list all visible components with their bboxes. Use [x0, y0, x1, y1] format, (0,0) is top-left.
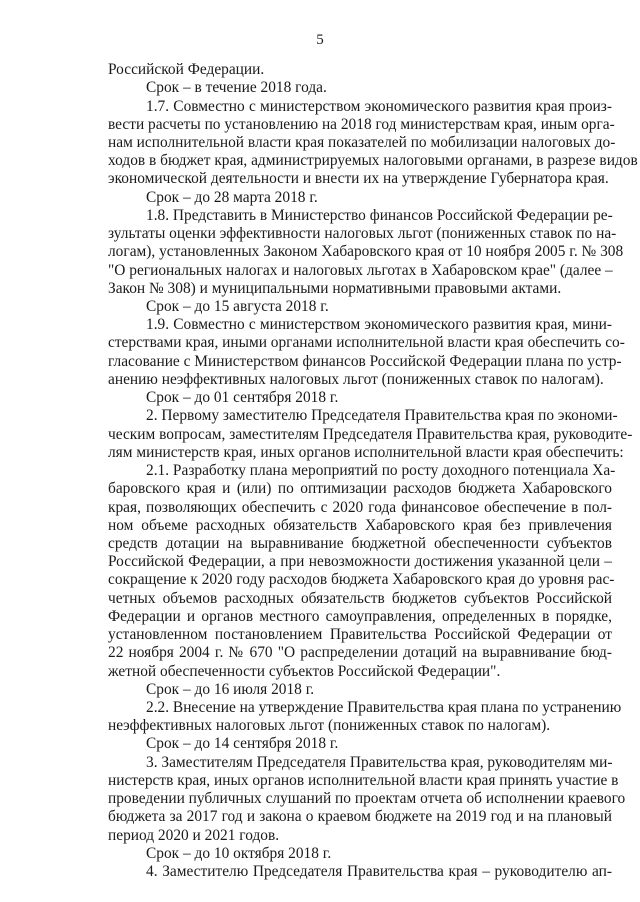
- paragraph-1-7-start: 1.7. Совместно с министерством экономического развития края произ-: [146, 97, 612, 115]
- deadline-line: Срок – до 01 сентября 2018 г.: [146, 389, 339, 407]
- text-line: средств дотации на выравнивание бюджетной обеспеченности субъектов: [108, 534, 612, 552]
- text-line: период 2020 и 2021 годов.: [108, 826, 280, 844]
- paragraph-1-9-start: 1.9. Совместно с министерством экономического развития края, мини-: [146, 316, 612, 334]
- text-line: сокращение к 2020 году расходов бюджета Хабаровского края до уровня рас-: [108, 571, 615, 589]
- text-line: проведении публичных слушаний по проектам отчета об исполнении краевого: [108, 790, 626, 808]
- paragraph-2-1-start: 2.1. Разработку плана мероприятий по росту доходного потенциала Ха-: [146, 462, 616, 479]
- text-line: стерствами края, иными органами исполнительной власти края обеспечить со-: [108, 334, 625, 352]
- text-line: Закон № 308) и муниципальными нормативными правовыми актами.: [108, 279, 562, 297]
- deadline-line: Срок – до 16 июля 2018 г.: [146, 680, 315, 698]
- text-line: лям министерств края, иных органов исполнительной власти края обеспечить:: [108, 443, 624, 461]
- deadline-line: Срок – до 28 марта 2018 г.: [146, 188, 318, 206]
- text-line: зультаты оценки эффективности налоговых льгот (пониженных ставок по на-: [108, 225, 617, 242]
- text-line: установленном постановлением Правительства Российской Федерации от: [108, 626, 612, 643]
- text-line: нистерств края, иных органов исполнительной власти края принять участие в: [108, 771, 619, 789]
- paragraph-2-2-start: 2.2. Внесение на утверждение Правительства края плана по устранению: [146, 699, 622, 716]
- text-line: Федерации и органов местного самоуправления, определенных в порядке,: [108, 607, 612, 625]
- text-line: жетной обеспеченности субъектов Российской Федерации".: [108, 662, 501, 680]
- deadline-line: Срок – до 14 сентября 2018 г.: [146, 735, 339, 753]
- text-line: Российской Федерации.: [108, 61, 265, 78]
- deadline-line: Срок – до 10 октября 2018 г.: [146, 844, 332, 862]
- text-line: 22 ноября 2004 г. № 670 "О распределении дотаций на выравнивание бюд-: [108, 644, 612, 662]
- paragraph-1-8-start: 1.8. Представить в Министерство финансов Российской Федерации ре-: [146, 206, 613, 224]
- text-line: ходов в бюджет края, администрируемых налоговыми органами, в разрезе видов: [108, 152, 638, 170]
- page-number: 5: [316, 32, 324, 48]
- text-line: ческим вопросам, заместителям Председателя Правительства края, руководите-: [108, 425, 633, 443]
- text-line: анению неэффективных налоговых льгот (пониженных ставок по налогам).: [108, 370, 604, 388]
- text-line: логам), установленных Законом Хабаровского края от 10 ноября 2005 г. № 308: [108, 243, 624, 261]
- text-line: четных объемов расходных обязательств бюджетов субъектов Российской: [108, 589, 612, 607]
- text-line: экономической деятельности и внести их на утверждение Губернатора края.: [108, 170, 609, 188]
- text-line: гласование с Министерством финансов Российской Федерации плана по устр-: [108, 352, 622, 370]
- text-line: Российской Федерации, а при невозможности достижения указанной цели –: [108, 553, 612, 571]
- paragraph-3-start: 3. Заместителям Председателя Правительства края, руководителям ми-: [146, 753, 613, 771]
- text-line: неэффективных налоговых льгот (пониженных ставок по налогам).: [108, 717, 551, 735]
- text-line: вести расчеты по установлению на 2018 год министерствам края, иным орга-: [108, 115, 615, 133]
- deadline-line: Срок – в течение 2018 года.: [146, 79, 327, 97]
- text-line: нам исполнительной власти края показателей по мобилизации налоговых до-: [108, 133, 616, 151]
- text-line: ном объеме расходных обязательств Хабаровского края без привлечения: [108, 516, 612, 534]
- text-line: баровского края и (или) по оптимизации расходов бюджета Хабаровского: [108, 480, 612, 498]
- text-line: бюджета за 2017 год и закона о краевом бюджете на 2019 год и на плановый: [108, 808, 612, 826]
- deadline-line: Срок – до 15 августа 2018 г.: [146, 298, 329, 315]
- paragraph-4-start: 4. Заместителю Председателя Правительства края – руководителю ап-: [146, 863, 612, 880]
- text-line: края, позволяющих обеспечить с 2020 года финансовое обеспечение в пол-: [108, 498, 612, 516]
- paragraph-2-start: 2. Первому заместителю Председателя Правительства края по экономи-: [146, 407, 618, 425]
- text-line: "О региональных налогах и налоговых льготах в Хабаровском крае" (далее –: [108, 261, 613, 279]
